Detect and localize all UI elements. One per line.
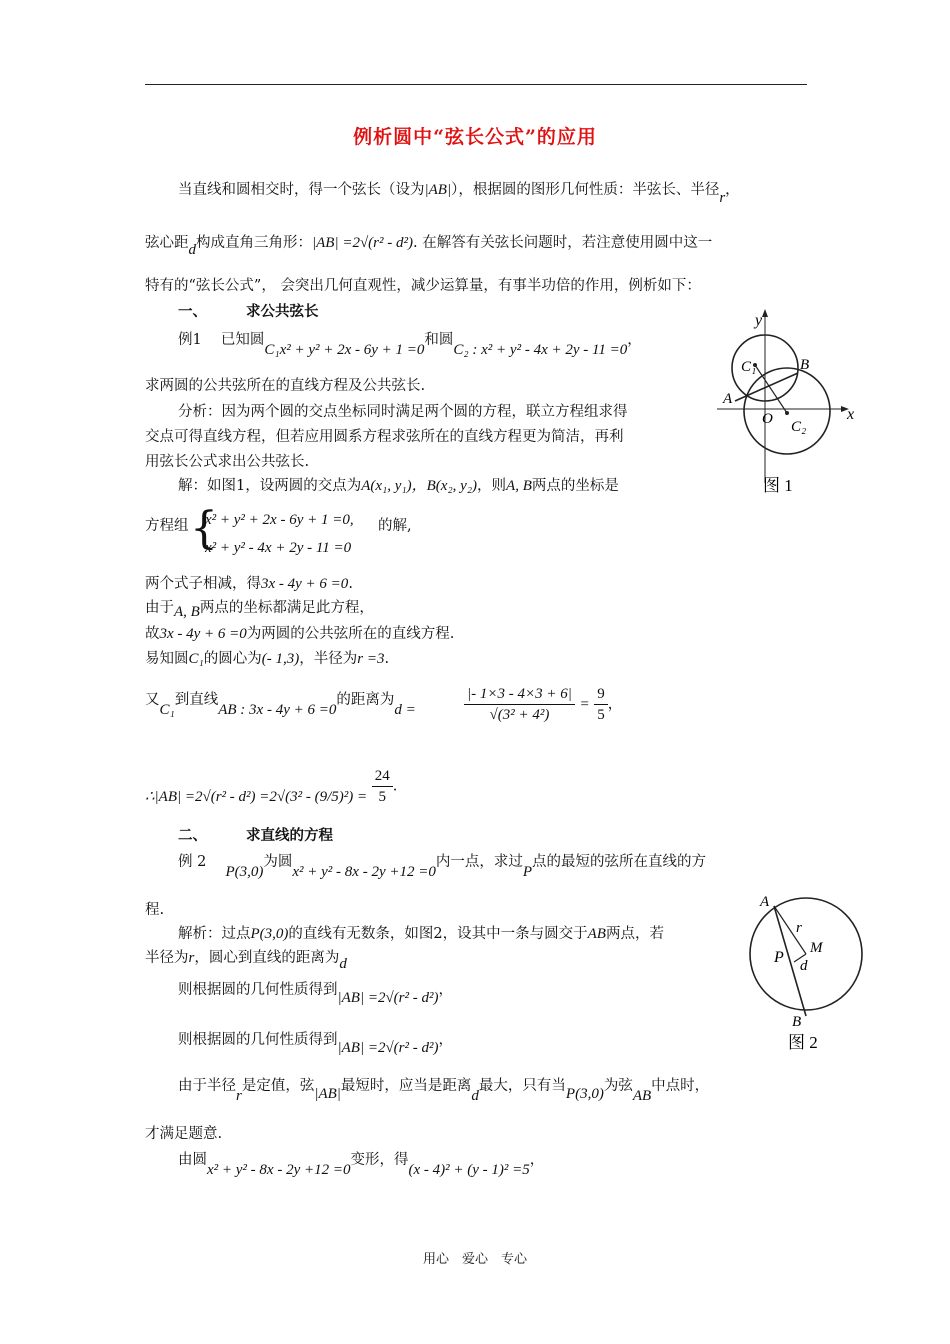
figure-1 [715,305,865,505]
chord-formula: |AB| =2√(r² - d²) [337,1040,439,1056]
points-ab: A, B [174,604,200,620]
section-2-heading: 求直线的方程 [246,827,333,844]
intro-text: ），根据圆的图形几何性质：半弦长、半径 [451,182,720,198]
fig1-label-c2: C₂ [791,419,807,435]
solution-text: ， [607,696,623,713]
fig1-label-x: x [847,406,855,423]
distance-symbol: d [471,1088,479,1104]
fraction-denominator: 5 [597,707,605,723]
solution-text: 变形，得 [350,1152,409,1168]
page-footer: 用心 爱心 专心 [422,1252,527,1267]
chord-ab: AB [587,926,606,942]
common-chord-equation: 3x - 4y + 6 =0 [261,576,349,592]
solution-text: 两点，若 [605,926,664,942]
fig1-caption: 图 1 [763,476,793,495]
circle-c2-equation: C₂ : x² + y² - 4x + 2y - 11 =0 [453,342,628,358]
point-p: P [522,864,533,880]
points-ab: A, B [506,478,532,494]
reasoning-line-2: 才满足题意. [145,1126,223,1142]
solution-text: ，圆心到直线的距离为 [194,950,340,966]
example-2-text: 内一点，求过 [435,854,523,870]
solution-text: . [348,576,353,592]
intro-text: 构成直角三角形： [196,235,312,251]
center-c2-dot [785,411,789,415]
solution-text: 两点的坐标是 [531,478,619,494]
system-suffix: 的解, [378,518,412,534]
solution-1-line-4 [145,598,374,618]
solution-text: 最大，只有当 [478,1078,566,1094]
solution-text: ，则 [477,478,507,494]
radius-symbol: r [188,950,195,966]
line-ab-equation: AB : 3x - 4y + 6 =0 [218,702,337,718]
section-2-number: 二、 [178,827,207,844]
chord-symbol: |AB| [424,182,452,198]
fig2-caption: 图 2 [788,1033,818,1052]
example-2-line [178,852,707,880]
geometry-line-1 [178,980,453,1006]
solution-text: . [384,651,390,667]
example-2-label: 例 2 [178,854,207,870]
analysis-line-2: 交点可得直线方程，但若应用圆系方程求弦所在的直线方程更为简洁，再利 [145,429,624,445]
solution-text: 为弦 [603,1078,633,1094]
solution-2-line-1 [178,924,664,944]
example-1-text: 和圆 [424,332,454,348]
solution-text: 解析：过点 [178,926,251,942]
fig2-label-r: r [796,920,802,936]
solution-text: 的圆心为 [203,651,262,667]
radius-symbol: r [236,1088,242,1104]
intro-line-3: 特有的“弦长公式”， 会突出几何直观性，减少运算量，有事半功倍的作用，例析如下： [145,278,701,294]
chord-symbol: |AB| [314,1086,341,1102]
solution-1-line-3 [145,574,353,594]
solution-text: 为两圆的公共弦所在的直线方程. [246,626,455,642]
solution-text: 最短时，应当是距离 [340,1078,472,1094]
chord-length-fraction [372,766,393,807]
analysis-line-1: 分析：因为两个圆的交点坐标同时满足两个圆的方程，联立方程组求得 [178,404,628,420]
radius-symbol: r [719,190,726,206]
system-equation-1: x² + y² + 2x - 6y + 1 =0, [205,512,354,528]
fig1-label-a: A [723,391,733,407]
distance-fraction [464,684,622,725]
solution-text: 中点时， [651,1078,710,1094]
standard-form-equation: (x - 4)² + (y - 1)² =5 [408,1162,530,1178]
system-equation-2: x² + y² - 4x + 2y - 11 =0 [205,540,352,556]
solution-text: 则根据圆的几何性质得到 [178,1032,338,1048]
system-label: 方程组 [145,518,189,534]
section-1-number: 一、 [178,303,207,320]
center-coordinates: (- 1,3) [261,651,300,667]
solution-text: ， [438,982,453,998]
example-2-text: 为圆 [263,854,293,870]
solution-text: 又 [145,692,160,708]
distance-symbol: d [188,242,196,258]
distance-line [145,690,416,718]
solution-text: 到直线 [174,692,219,708]
figure-2 [740,892,870,1057]
example-2-line-2: 程. [145,902,165,918]
radius-value: r =3 [357,651,385,667]
example-1-question: 求两圆的公共弦所在的直线方程及公共弦长. [145,378,426,394]
intro-text: ， [725,182,740,198]
header-rule [145,84,807,85]
chord-length-result [145,766,397,807]
solution-text: 故 [145,626,160,642]
fraction-numerator: |- 1×3 - 4×3 + 6| [464,684,575,705]
solution-text: ， [438,1032,453,1048]
section-1-heading: 求公共弦长 [246,303,319,320]
chord-formula: |AB| =2√(r² - d²) [337,990,439,1006]
solution-text: 的距离为 [336,692,395,708]
c1-symbol: C₁ [159,702,175,718]
distance-symbol: d [339,956,347,972]
center-line [755,365,787,413]
intro-text: 当直线和圆相交时，得一个弦长（设为 [178,182,425,198]
solution-text: . [392,778,398,795]
reasoning-line [178,1076,710,1104]
transform-line [178,1150,545,1178]
example-1-line [178,330,642,358]
y-axis-arrow [762,309,768,317]
circle-equation: x² + y² - 8x - 2y +12 =0 [207,1162,351,1178]
solution-1-line-5 [145,624,454,644]
solution-text: 是定值，弦 [241,1078,315,1094]
fraction-numerator: 9 [594,684,608,705]
fig2-label-b: B [792,1014,802,1030]
fig1-label-o: O [762,411,773,427]
solution-text: 两点的坐标都满足此方程， [199,600,374,616]
example-1-label: 例1 已知圆 [178,332,265,348]
solution-text: 由于半径 [178,1078,236,1094]
solution-text: 则根据圆的几何性质得到 [178,982,338,998]
solution-text: 由圆 [178,1152,207,1168]
fig1-label-c1: C₁ [741,359,757,375]
solution-1-line-1 [178,476,619,496]
fig2-label-a: A [760,894,770,910]
fig1-label-y: y [755,312,763,329]
fig2-label-m: M [810,940,823,956]
intro-line-1 [178,180,740,206]
solution-text: 半径为 [145,950,189,966]
equals-sign: = [579,696,590,713]
chord-length-expression: ∴|AB| =2√(r² - d²) =2√(3² - (9/5)²) = [145,788,368,805]
distance-fraction-main [464,684,575,725]
common-chord-equation: 3x - 4y + 6 =0 [159,626,247,642]
point-p: P(3,0) [250,926,289,942]
intro-text: 弦心距 [145,235,189,251]
fraction-denominator: 5 [378,789,387,805]
system-brace: { [190,503,218,554]
fraction-numerator: 24 [372,766,393,787]
fraction-denominator: √(3² + 4²) [489,707,550,723]
point-p: P(3,0) [565,1086,604,1102]
fig1-label-b: B [800,357,810,373]
fig2-label-p: P [774,949,784,966]
solution-text: ，半径为 [299,651,358,667]
example-1-text: ， [627,332,642,348]
circle-equation: x² + y² - 8x - 2y +12 =0 [292,864,436,880]
intersection-points: A(x₁, y₁)，B(x₂, y₂) [361,478,478,494]
intro-line-2 [145,233,713,258]
fig2-label-d: d [800,958,808,974]
common-chord [735,373,798,401]
solution-text: ， [529,1152,545,1168]
distance-fraction-value [594,684,608,725]
chord-formula: |AB| =2√(r² - d²) [312,235,413,251]
geometry-line-2 [178,1030,453,1056]
solution-2-line-2 [145,948,347,972]
circle-c1-equation: C₁x² + y² + 2x - 6y + 1 =0 [264,342,425,358]
point-p: P(3,0) [225,864,264,880]
distance-symbol: d = [394,702,416,718]
solution-text: 的直线有无数条，如图2，设其中一条与圆交于 [288,926,588,942]
c1-symbol: C₁ [188,651,204,667]
example-2-text: 点的最短的弦所在直线的方 [532,854,707,870]
solution-text: 由于 [145,600,174,616]
solution-text: 解：如图1，设两圆的交点为 [178,478,362,494]
analysis-line-3: 用弦长公式求出公共弦长. [145,454,310,470]
solution-text: 易知圆 [145,651,189,667]
solution-1-line-6 [145,649,389,669]
page-title: 例析圆中“弦长公式”的应用 [353,126,597,148]
solution-text: 两个式子相减，得 [145,576,261,592]
intro-text: . 在解答有关弦长问题时，若注意使用圆中这一 [413,235,713,251]
chord-ab: AB [632,1088,652,1104]
